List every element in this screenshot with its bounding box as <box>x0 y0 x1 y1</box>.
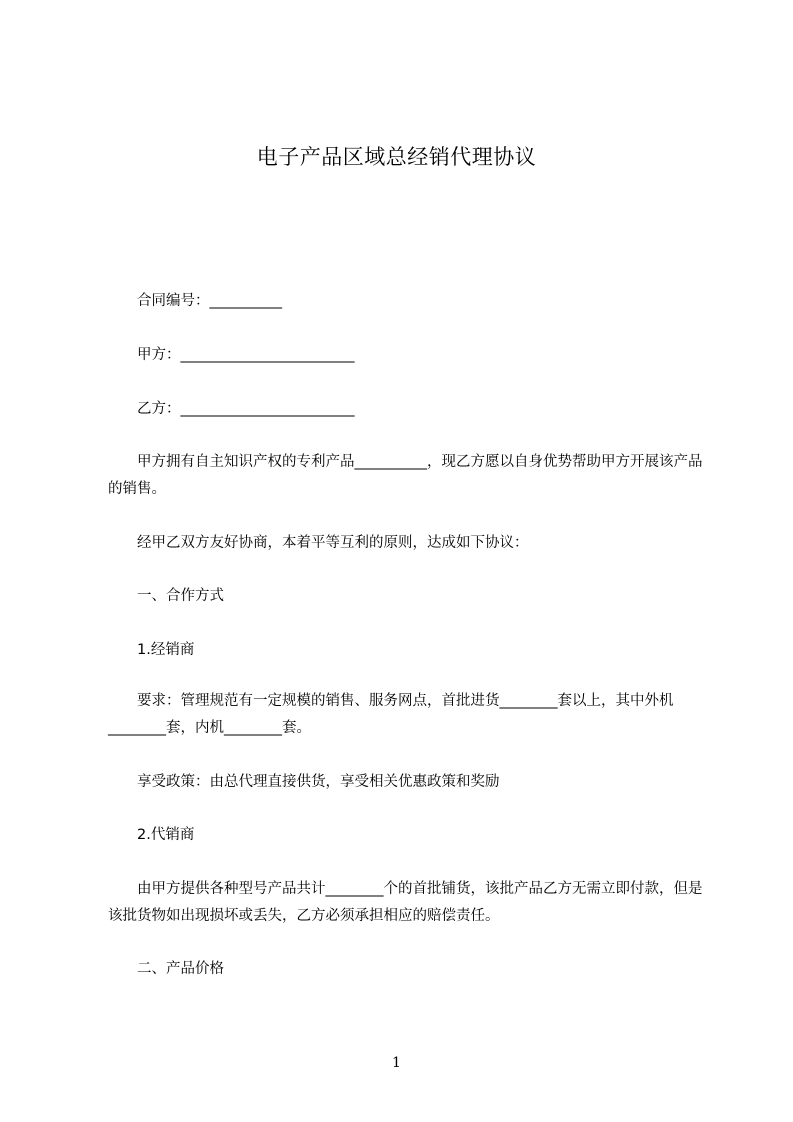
consensus-paragraph: 经甲乙双方友好协商，本着平等互利的原则，达成如下协议： <box>137 535 529 551</box>
intro-paragraph: 甲方拥有自主知识产权的专利产品__________，现乙方愿以自身优势帮助甲方开展该产品的销售。 <box>108 454 703 497</box>
subsection-1-heading: 1.经销商 <box>137 642 195 658</box>
section-2-heading: 二、产品价格 <box>137 961 224 977</box>
subsection-2-heading: 2.代销商 <box>137 827 195 843</box>
party-b-line: 乙方：________________________ <box>137 401 355 417</box>
dealer-policy-paragraph: 享受政策：由总代理直接供货，享受相关优惠政策和奖励 <box>137 774 500 790</box>
contract-number-line: 合同编号：__________ <box>137 293 282 309</box>
page-number: 1 <box>392 1055 401 1071</box>
document-title: 电子产品区域总经销代理协议 <box>256 145 537 169</box>
consignment-paragraph: 由甲方提供各种型号产品共计________个的首批铺货，该批产品乙方无需立即付款，但是该批货物如出现损坏或丢失，乙方必须承担相应的赔偿责任。 <box>108 881 703 924</box>
party-a-line: 甲方：________________________ <box>137 347 355 363</box>
dealer-requirement-paragraph: 要求：管理规范有一定规模的销售、服务网点，首批进货________套以上，其中外机________套，内机________套。 <box>108 693 674 736</box>
section-1-heading: 一、合作方式 <box>137 588 224 604</box>
